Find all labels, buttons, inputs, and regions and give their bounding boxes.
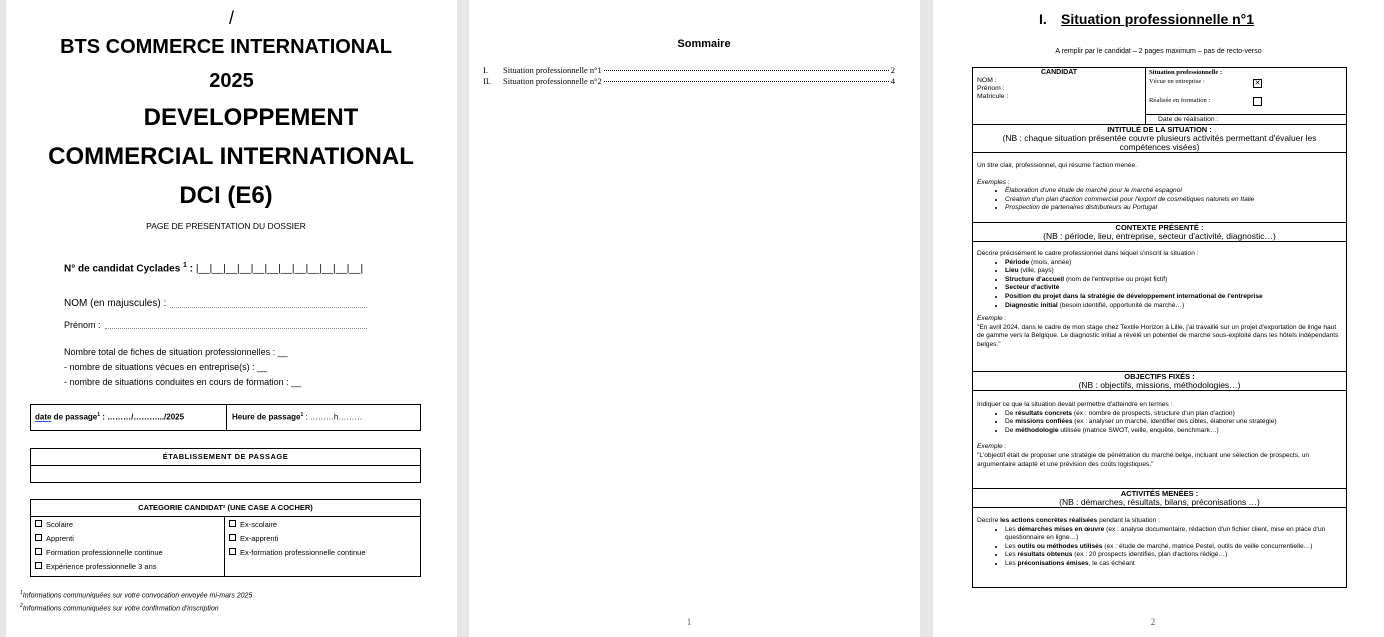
- checkbox-label: Apprenti: [46, 534, 74, 543]
- toc-num: I.: [483, 65, 488, 75]
- date-label-b: de passage: [51, 412, 98, 422]
- passage-box: [30, 404, 421, 431]
- toc-page: 4: [890, 76, 895, 86]
- footnote-1-sup: 1: [20, 590, 23, 596]
- footnote-1-text: Informations communiquées sur votre convocation envoyée mi-mars 2025: [22, 592, 253, 600]
- prenom-row: [64, 320, 367, 330]
- section-contexte-body[interactable]: [973, 241, 1346, 371]
- checkbox-label: Ex-scolaire: [240, 520, 278, 529]
- toc-leader: [604, 70, 889, 71]
- fiches-formation: - nombre de situations conduites en cours de formation : __: [64, 377, 302, 387]
- section-intro: Décrire les actions concrètes réalisées pendant la situation :: [977, 517, 1160, 524]
- fiches-total: Nombre total de fiches de situation professionnelles : __: [64, 347, 288, 357]
- list-item: • Les préconisations émises, le cas échéant: [1005, 560, 1342, 569]
- page-3: [933, 0, 1384, 637]
- footnote-2-sup: 2: [20, 603, 23, 609]
- section-contexte-header: [973, 222, 1346, 241]
- page-number: 2: [1150, 617, 1156, 627]
- footnote-2: [20, 603, 219, 612]
- heure-sup: 1: [300, 412, 304, 418]
- candidate-col: [973, 68, 1146, 124]
- checkbox-label: Expérience professionnelle 3 ans: [46, 562, 157, 571]
- candidate-number-colon: :: [186, 263, 196, 275]
- heure-cell[interactable]: [227, 405, 420, 430]
- realisee-label: Réalisée en formation :: [1149, 97, 1211, 104]
- nom-row: [64, 298, 367, 309]
- situation-header: Situation professionnelle :: [1149, 69, 1223, 76]
- list-item: • De méthodologie utilisée (matrice SWOT, veille, enquête, benchmark…): [1005, 427, 1342, 436]
- section-nb: (NB : démarches, résultats, bilans, préconisations …): [1059, 497, 1260, 507]
- toc-label: Situation professionnelle n°2: [503, 76, 602, 86]
- checkbox-icon[interactable]: [229, 520, 236, 527]
- date-cell[interactable]: [31, 405, 227, 430]
- footnote-1: [20, 590, 252, 599]
- candidate-header: CANDIDAT: [1040, 69, 1078, 76]
- checkbox-label: Ex-formation professionnelle continue: [240, 548, 366, 557]
- vecue-label: Vécue en entreprise :: [1149, 78, 1205, 85]
- etablissement-field[interactable]: [31, 466, 420, 482]
- candidate-number-sup: 1: [183, 262, 187, 269]
- section-activites-body[interactable]: [973, 507, 1346, 587]
- bullet-list: [977, 259, 1342, 311]
- list-item: • Période (mois, année): [1005, 259, 1342, 268]
- list-item: • Les outils ou méthodes utilisés (ex : étude de marché, matrice Pestel, outils de veille concurrentielle…): [1005, 543, 1342, 552]
- candidate-matricule[interactable]: Matricule :: [977, 93, 1009, 100]
- title-line-4: COMMERCIAL INTERNATIONAL: [48, 143, 414, 170]
- section-intro: Indiquer ce que la situation devait permettre d'atteindre en termes :: [977, 401, 1173, 408]
- example-label: Exemple :: [977, 443, 1007, 451]
- section-title: CONTEXTE PRÉSENTÉ :: [1115, 223, 1204, 232]
- list-item: • Secteur d'activité: [1005, 284, 1342, 293]
- footnote-2-text: Informations communiquées sur votre confirmation d'inscription: [22, 605, 219, 613]
- example-text: "En avril 2024, dans le cadre de mon stage chez Textile Horizon à Lille, j'ai travaillé sur un projet d'exportation de linge haut de gamme vers la Belgique. Le diagnostic initial a révélé un potentiel de marché sous-exploité dans les hôtels indépendants belges.": [977, 323, 1339, 348]
- realisee-checkbox[interactable]: [1253, 97, 1262, 106]
- title-line-1: BTS COMMERCE INTERNATIONAL: [60, 36, 392, 58]
- list-item: • De résultats concrets (ex : nombre de prospects, structure d'un plan d'action): [1005, 410, 1342, 419]
- vecue-checkbox[interactable]: ✕: [1254, 79, 1261, 87]
- title-line-2: 2025: [209, 70, 254, 92]
- date-label-a: date: [35, 412, 52, 422]
- checkbox-icon[interactable]: [229, 548, 236, 555]
- list-item: • Création d'un plan d'action commercial pour l'export de cosmétiques naturels en Italie: [1005, 196, 1342, 205]
- heading-number: I.: [1039, 11, 1047, 27]
- section-heading: [1039, 11, 1254, 27]
- checkbox-icon[interactable]: [35, 534, 42, 541]
- list-item: • Prospection de partenaires distributeurs au Portugal: [1005, 204, 1342, 213]
- checkbox-icon[interactable]: [35, 562, 42, 569]
- nom-field[interactable]: [170, 298, 367, 308]
- candidate-nom[interactable]: NOM :: [977, 77, 997, 84]
- nom-label: NOM (en majuscules) :: [64, 298, 167, 309]
- checkbox-scolaire[interactable]: [35, 520, 220, 534]
- checkbox-label: Formation professionnelle continue: [46, 548, 163, 557]
- date-realisation[interactable]: Date de réalisation :: [1146, 114, 1346, 124]
- candidate-block: [973, 68, 1346, 124]
- checkbox-icon[interactable]: [35, 520, 42, 527]
- checkbox-apprenti[interactable]: [35, 534, 220, 548]
- checkbox-label: Ex-apprenti: [240, 534, 279, 543]
- situation-form: [972, 67, 1347, 588]
- toc-num: II.: [483, 76, 491, 86]
- categorie-box: [30, 499, 421, 577]
- etablissement-header: ÉTABLISSEMENT DE PASSAGE: [31, 449, 420, 466]
- list-item: • Position du projet dans la stratégie de développement international de l'entreprise: [1005, 293, 1342, 302]
- section-objectifs-body[interactable]: [973, 390, 1346, 488]
- example-text: "L'objectif était de proposer une stratégie de pénétration du marché belge, incluant une sélection de prospects, un argumentaire adapté et une prévision des coûts logistiques.": [977, 451, 1310, 468]
- example-list: [977, 187, 1342, 213]
- page-2: [469, 0, 920, 637]
- example-label: Exemple :: [977, 315, 1007, 323]
- toc-page: 2: [890, 65, 895, 75]
- checkbox-ex-scolaire[interactable]: [229, 520, 416, 534]
- checkbox-icon[interactable]: [35, 548, 42, 555]
- section-nb: (NB : objectifs, missions, méthodologies…): [1078, 380, 1241, 390]
- candidate-number-boxes[interactable]: |__|__|__|__|__|__|__|__|__|__|__|__|: [195, 263, 364, 275]
- toc-leader: [604, 81, 889, 82]
- page-number: 1: [686, 617, 692, 627]
- categorie-left-col: [31, 517, 225, 576]
- section-objectifs-header: [973, 371, 1346, 390]
- section-title: INTITULÉ DE LA SITUATION :: [1107, 125, 1212, 134]
- section-nb: (NB : période, lieu, entreprise, secteur d'activité, diagnostic…): [1043, 231, 1276, 241]
- prenom-label: Prénom :: [64, 320, 101, 330]
- list-item: • De missions confiées (ex : analyser un marché, identifier des cibles, élaborer une stratégie): [1005, 418, 1342, 427]
- fiches-vecues: - nombre de situations vécues en entreprise(s) : __: [64, 362, 268, 372]
- instruction: A remplir par le candidat – 2 pages maximum – pas de recto-verso: [1055, 48, 1262, 55]
- checkbox-ex-formation[interactable]: [229, 548, 416, 562]
- page-1: [6, 0, 457, 637]
- categorie-header: CATEGORIE CANDIDAT² (UNE CASE A COCHER): [31, 500, 420, 517]
- candidate-number-row: [64, 262, 363, 274]
- bullet-list: [977, 526, 1342, 569]
- list-item: • Les résultats obtenus (ex : 20 prospects identifiés, plan d'actions rédigé…): [1005, 551, 1342, 560]
- checkbox-ex-apprenti[interactable]: [229, 534, 416, 548]
- bullet-list: [977, 410, 1342, 436]
- toc-label: Situation professionnelle n°1: [503, 65, 602, 75]
- heure-value: : ………h………: [303, 412, 363, 422]
- list-item: • Structure d'accueil (nom de l'entreprise ou projet fictif): [1005, 276, 1342, 285]
- sommaire-title: Sommaire: [677, 38, 731, 50]
- checkbox-formation-continue[interactable]: [35, 548, 220, 562]
- candidate-prenom[interactable]: Prénom :: [977, 85, 1005, 92]
- title-line-3: DEVELOPPEMENT: [143, 104, 359, 131]
- example-label: Exemples :: [977, 178, 1010, 186]
- section-title: ACTIVITÉS MENÉES :: [1120, 489, 1199, 498]
- candidate-number-label: N° de candidat Cyclades: [64, 263, 181, 275]
- heading-text: Situation professionnelle n°1: [1061, 11, 1255, 27]
- section-intitule-body[interactable]: [973, 152, 1346, 222]
- situation-col: [1146, 68, 1346, 124]
- list-item: • Diagnostic initial (besoin identifié, opportunité de marché…): [1005, 302, 1342, 311]
- toc-entry-2[interactable]: [483, 76, 895, 86]
- section-intitule-header: [973, 124, 1346, 152]
- title-line-5: DCI (E6): [179, 182, 273, 209]
- slash-mark: /: [228, 8, 234, 28]
- section-activites-header: [973, 488, 1346, 507]
- date-value: : ………/……….../2025: [100, 412, 185, 422]
- toc-entry-1[interactable]: [483, 65, 895, 75]
- checkbox-experience[interactable]: [35, 562, 220, 576]
- list-item: • Les démarches mises en œuvre (ex : analyse documentaire, rédaction d'un fichier client, mise en place d'un questionnaire en ligne…): [1005, 526, 1342, 543]
- heure-label: Heure de passage: [232, 412, 301, 422]
- list-item: • Lieu (ville, pays): [1005, 267, 1342, 276]
- list-item: • Élaboration d'une étude de marché pour le marché espagnol: [1005, 187, 1342, 196]
- page-subtitle: PAGE DE PRESENTATION DU DOSSIER: [146, 221, 306, 231]
- checkbox-label: Scolaire: [46, 520, 74, 529]
- section-nb: (NB : chaque situation présentée couvre plusieurs activités permettant d'évaluer les compétences visées): [1002, 133, 1317, 152]
- prenom-field[interactable]: [105, 320, 367, 329]
- etablissement-box: [30, 448, 421, 483]
- date-sup: 1: [97, 412, 101, 418]
- categorie-right-col: [225, 517, 420, 576]
- section-title: OBJECTIFS FIXÉS :: [1124, 372, 1195, 381]
- section-intro: Un titre clair, professionnel, qui résume l'action menée.: [977, 162, 1137, 169]
- checkbox-icon[interactable]: [229, 534, 236, 541]
- section-intro: Décrire précisément le cadre professionnel dans lequel s'inscrit la situation :: [977, 250, 1199, 257]
